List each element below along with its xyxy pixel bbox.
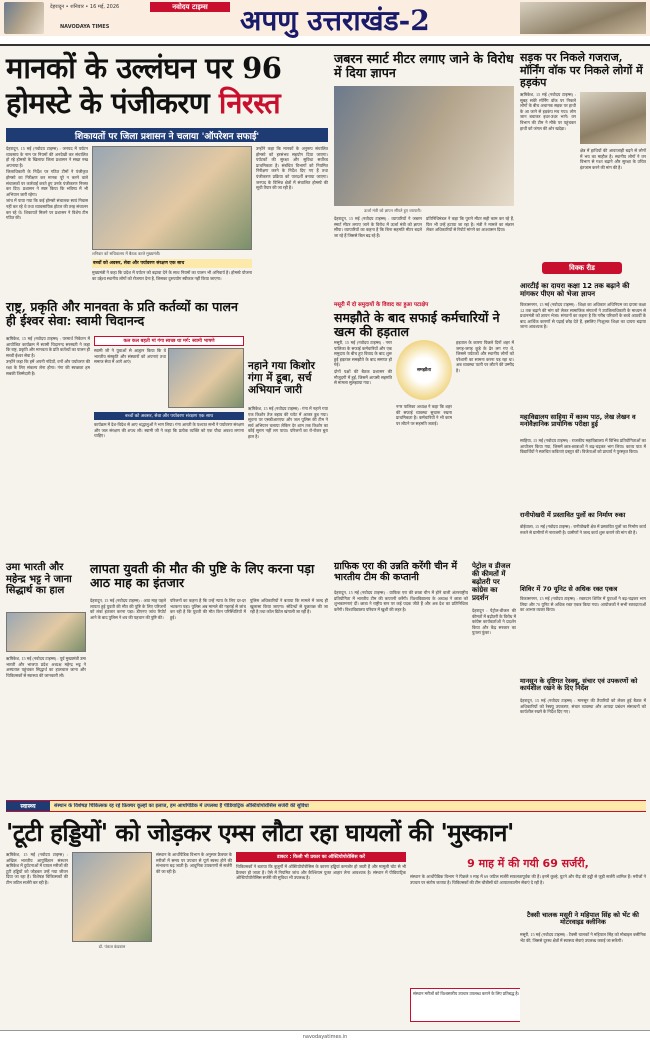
missing-story [90,562,328,762]
lead-headline-1: मानकों के उल्लंघन पर 96 [6,51,282,85]
smart-meter-body-1: देहरादून, 15 मई (नवोदय टाइम्स) : व्यापारियों ने जबरन स्मार्ट मीटर लगाए जाने के विरोध में ऊर्जा मंत्री को ज्ञापन सौंपा। व्यापारियों का कहना है कि बिना सहमति मीटर बदले जा रहे हैं जिससे बिल बढ़ रहे हैं। [334,216,422,238]
swami-photo [168,348,244,408]
health-strip [6,800,646,812]
blood-camp-headline: शिविर में 70 यूनिट से अधिक रक्त एकत्र [520,585,618,593]
cm-body: मुख्यमंत्री ने कहा कि प्रदेश में पर्यटन को बढ़ावा देने के साथ नियमों का पालन भी अनिवार्य है। होमस्टे योजना का उद्देश्य स्थानीय लोगों को रोजगार देना है, जिसका दुरुपयोग स्वीकार नहीं किया जाएगा। [92,270,252,281]
date-line: देहरादून • शनिवार • 16 मई, 2026 [50,4,120,10]
health-quote-box: डाक्टर : किसी भी प्रकार का ऑस्टियोपोरोसिस करें [236,852,406,862]
strike-story [334,300,514,560]
college-body: साहिया, 15 मई (नवोदय टाइम्स) : राजकीय महाविद्यालय में विभिन्न प्रतियोगिताओं का आयोजन किया गया, जिसमें छात्र-छात्राओं ने बढ़-चढ़कर भाग लिया। काव्य पाठ में विद्यार्थियों ने स्वरचित कविताएं प्रस्तुत कीं। विजेताओं को प्राचार्य ने पुरस्कृत किया। [520,438,646,455]
chidanand-body-2: स्वामी जी ने युवाओं से आह्वान किया कि वे भारतीय संस्कृति और संस्कारों को अपनाएं तथा समाज सेवा में आगे आएं। [94,348,166,365]
strike-body-1: मसूरी, 15 मई (नवोदय टाइम्स) : नगर पालिका के सफाई कर्मचारियों और एक समुदाय के बीच हुए विवाद के बाद शुरू हुई हड़ताल समझौते के बाद समाप्त हो गई। दोनों पक्षों की बैठक प्रशासन की मौजूदगी में हुई, जिसमें आपसी सहमति से मामला सुलझाया गया। [334,340,392,386]
doctor-photo [72,852,152,942]
bharati-body: ऋषिकेश, 15 मई (नवोदय टाइम्स) : पूर्व मुख्यमंत्री उमा भारती और भाजपा प्रदेश अध्यक्ष महेन्द्र भट्ट ने अस्पताल पहुंचकर सिद्धार्थ का हालचाल जाना और चिकित्सकों से स्वास्थ्य की जानकारी ली। [6,656,86,678]
elephant-photo [580,92,646,144]
lead-kicker: शिकायतों पर जिला प्रशासन ने चलाया 'ऑपरेशन सफाई' [6,128,328,142]
drowned-body: ऋषिकेश, 15 मई (नवोदय टाइम्स) : गंगा में नहाने गया एक किशोर तेज बहाव की चपेट में आकर डूब गया। सूचना पर एसडीआरएफ और जल पुलिस की टीम ने सर्च अभियान चलाया लेकिन देर शाम तक किशोर का कोई सुराग नहीं लग पाया। परिजनों का रो-रोकर बुरा हाल है। [248,406,328,439]
taxi-headline: टैक्सी चालक मसूरी ने महिपाल सिंह को भेंट की मोटरवाइड क्लीनिक [527,911,639,927]
lead-body-1: देहरादून, 15 मई (नवोदय टाइम्स) : जनपद में पर्यटन व्यवसाय के नाम पर नियमों की अनदेखी कर संचालित हो रहे होमस्टे के खिलाफ जिला प्रशासन ने सख्त रुख अपनाया है। जिलाधिकारी के निर्देश पर गठित टीमों ने पंजीकृत होमस्टे का निरीक्षण कर मानक पूरे न करने वाले संचालकों पर कार्रवाई करते हुए उनके पंजीकरण निरस्त कर दिए। प्रशासन ने स्पष्ट किया कि भविष्य में भी अभियान जारी रहेगा। जांच में पाया गया कि कई होमस्टे संचालक स्वयं निवास नहीं कर रहे थे तथा व्यावसायिक होटल की तरह संचालन कर रहे थे। शिकायतें मिलने पर प्रशासन ने विशेष टीम गठित की। [6,146,88,221]
strike-quote-circle: समझौता [396,340,452,400]
health-body-4: संस्थान के आर्थोपेडिक विभाग ने पिछले 9 माह में 69 जटिल सर्जरी सफलतापूर्वक की हैं। इनमें कूल्हे, घुटने और रीढ़ की हड्डी से जुड़ी सर्जरी शामिल हैं। मरीजों ने उपचार पर संतोष जताया है। चिकित्सकों की टीम चौबीसों घंटे आपातकालीन सेवाएं दे रही है। [410,874,646,885]
health-strip-text: संस्थान के विशेषज्ञ चिकित्सक रह रहे फ्रिक्चर कूल्हों का इलाज, हम आर्थोपेडिक में उपलब्ध है पीडियाट्रिक ऑस्टियोपोरोसिस सर्जरी की सुविधा [54,803,309,809]
strike-headline: समझौते के बाद सफाई कर्मचारियों ने खत्म की हड़ताल [334,310,500,340]
rte-story [520,282,646,412]
missing-body-1: देहरादून, 15 मई (नवोदय टाइम्स) : आठ माह पहले लापता हुई युवती की मौत की पुष्टि के लिए परिजनों को लंबा इंतजार करना पड़ा। डीएनए जांच रिपोर्ट आने के बाद पुलिस ने शव की पहचान की पुष्टि की। [90,598,166,620]
surgery-count: 9 माह में की गयी 69 सर्जरी, [467,857,589,870]
smart-meter-story [334,52,514,297]
drowned-story [248,360,328,560]
missing-body-2: परिजनों का कहना है कि उन्हें न्याय के लिए दर-दर भटकना पड़ा। पुलिस अब मामले की गहराई से जांच कर रही है कि युवती की मौत किन परिस्थितियों में हुई। [170,598,246,620]
header-image [520,2,646,34]
health-body-2: संस्थान के आर्थोपेडिक विभाग के अनुसार फ्रैक्चर के मरीजों में समय पर उपचार से पूर्ण स्वस्थ होने की संभावना बढ़ जाती है। आधुनिक उपकरणों से सर्जरी की जा रही है। [156,852,232,874]
smart-meter-caption: ऊर्जा मंत्री को ज्ञापन सौंपते हुए व्यापारी। [364,208,422,213]
lead-body-2: उन्होंने कहा कि मानकों के अनुरूप संचालित होमस्टे को हरसंभव सहयोग दिया जाएगा। पर्यटकों की सुरक्षा और सुविधा सर्वोच्च प्राथमिकता है। संबंधित विभागों को नियमित निरीक्षण करने के निर्देश दिए गए हैं तथा पंजीकरण प्रक्रिया को पारदर्शी बनाया जाएगा। जनपद के विभिन्न क्षेत्रों में संचालित होमस्टे की सूची तैयार की जा रही है। [256,146,328,191]
smart-meter-photo [334,86,514,206]
chidanand-headline: राष्ट्र, प्रकृति और मानवता के प्रति कर्तव्यों का पालन ही ईश्वर सेवा: स्वामी चिदानन्द [6,299,238,329]
taxi-story [520,912,646,1022]
fuel-headline: पेट्रोल व डीजल की कीमतों में बढ़ोतरी पर कांग्रेस का प्रदर्शन [472,561,511,603]
chidanand-strip: बच्चों को अवसर, सेवा और पर्यावरण संरक्षण एक साथ [94,412,244,420]
ranipokhari-body: डोईवाला, 15 मई (नवोदय टाइम्स) : रानीपोखरी क्षेत्र में प्रस्तावित पुलों का निर्माण कार्य रुकने से ग्रामीणों में नाराजगी है। ग्रामीणों ने जल्द कार्य शुरू कराने की मांग की है। [520,524,646,535]
bharati-headline: उमा भारती और महेन्द्र भट्ट ने जाना सिद्धार्थ का हाल [6,562,72,596]
bharati-photo [6,612,86,652]
road-story [520,52,646,258]
drowned-headline: नहाने गया किशोर गंगा में डूबा, सर्च अभियान जारी [248,360,315,397]
chidanand-story [6,300,244,560]
signature-quote: संस्थान मरीजों को विश्वस्तरीय उपचार उपलब्ध कराने के लिए प्रतिबद्ध है। [413,991,520,996]
cm-photo [92,146,252,250]
footer-text: navodayatimes.in [302,1034,348,1040]
health-tag: स्वास्थ्य [6,801,50,811]
chidanand-body-1: ऋषिकेश, 15 मई (नवोदय टाइम्स) : परमार्थ निकेतन में आयोजित कार्यक्रम में स्वामी चिदानन्द सरस्वती ने कहा कि राष्ट्र, प्रकृति और मानवता के प्रति कर्तव्यों का पालन ही सच्ची ईश्वर सेवा है। उन्होंने कहा कि हमें अपनी नदियों, वनों और पर्यावरण की रक्षा के लिए संकल्प लेना होगा। गंगा की स्वच्छता हम सबकी जिम्मेदारी है। [6,336,90,376]
temple-image [4,2,44,34]
missing-headline: लापता युवती की मौत की पुष्टि के लिए करना पड़ा आठ माह का इंतजार [90,561,315,591]
graphic-era-body: देहरादून, 15 मई (नवोदय टाइम्स) : ग्राफिक एरा की छात्रा चीन में होने वाली अंतरराष्ट्रीय प्रतियोगिता में भारतीय टीम की कप्तानी करेंगी। विश्वविद्यालय के अध्यक्ष ने छात्रा को शुभकामनाएं दीं। छात्रा ने राष्ट्रीय स्तर पर कई पदक जीते हैं और अब देश का प्रतिनिधित्व करेंगी। विश्वविद्यालय परिवार में खुशी की लहर है। [334,590,468,612]
blood-camp-story [520,586,646,676]
health-headline: 'टूटी हड्डियों' को जोड़कर एम्स लौटा रहा घायलों की 'मुस्कान' [6,818,514,847]
rte-body: विकासनगर, 15 मई (नवोदय टाइम्स) : शिक्षा का अधिकार अधिनियम का दायरा कक्षा 12 तक बढ़ाने की मांग को लेकर सामाजिक संगठनों ने उपजिलाधिकारी के माध्यम से प्रधानमंत्री को ज्ञापन भेजा। संगठनों का कहना है कि गरीब परिवारों के बच्चे आठवीं के बाद आर्थिक कारणों से पढ़ाई छोड़ देते हैं, इसलिए निःशुल्क शिक्षा का दायरा बढ़ाया जाना आवश्यक है। [520,302,646,330]
college-story [520,414,646,510]
health-body-3: चिकित्सकों ने बताया कि बुजुर्गों में ऑस्टियोपोरोसिस के कारण हड्डियां कमजोर हो जाती हैं और मामूली चोट से भी फ्रैक्चर हो जाता है। ऐसे में नियमित जांच और कैल्शियम युक्त आहार लेना आवश्यक है। संस्थान में पीडियाट्रिक ऑस्टियोपोरोसिस सर्जरी की सुविधा भी उपलब्ध है। [236,864,406,881]
chidanand-box: कल कल बहती मां गंगा स्वच्छ था मर्ग: स्वामी भाषणे [94,336,244,346]
strike-body-2: नगर पालिका अध्यक्ष ने कहा कि शहर की सफाई व्यवस्था सुचारू रखना प्राथमिकता है। कर्मचारियों ने भी काम पर लौटने पर सहमति जताई। [396,404,452,426]
bharati-story [6,562,86,762]
health-body-1: ऋषिकेश, 15 मई (नवोदय टाइम्स) : अखिल भारतीय आयुर्विज्ञान संस्थान ऋषिकेश में दुर्घटनाओं में घायल मरीजों की टूटी हड्डियों को जोड़कर उन्हें नया जीवन दिया जा रहा है। विशेषज्ञ चिकित्सकों की टीम जटिल सर्जरी कर रही है। [6,852,68,885]
footer [0,1030,650,1043]
graphic-era-headline: ग्राफिक एरा की उन्नति करेंगी चीन में भारतीय टीम की कप्तानी [334,561,458,583]
doctor-caption: डॉ. पंकज कंडवाल [98,944,126,949]
lead-headline-red: निरस्त [218,86,281,121]
cm-caption: शनिवार को सचिवालय में बैठक करते मुख्यमंत्री। [92,251,161,256]
chidanand-body-3: कार्यक्रम में देश-विदेश से आए श्रद्धालुओं ने भाग लिया। गंगा आरती के पश्चात सभी ने पर्यावरण संरक्षण और जल संरक्षण की शपथ ली। स्वामी जी ने कहा कि प्रत्येक व्यक्ति को एक पौधा अवश्य लगाना चाहिए। [94,422,244,439]
road-headline: सड़क पर निकले गजराज, मॉर्निंग वॉक पर निकले लोगों में हड़कंप [520,51,643,90]
strike-kicker: मसूरी में दो समुदायों के विवाद का हुआ पटाक्षेप [334,302,429,308]
monsoon-headline: मानसून के दृष्टिगत रेस्क्यू, संचार एवं उपकरणों को कार्यशील रखने के दिए निर्देश [520,677,638,693]
fuel-story [472,562,516,762]
smart-meter-body-2: प्रतिनिधिमंडल ने कहा कि पुराने मीटर सही काम कर रहे हैं, फिर भी उन्हें हटाया जा रहा है। मंत्री ने मामले का संज्ञान लेकर अधिकारियों से रिपोर्ट मांगने का आश्वासन दिया। [426,216,514,233]
lead-story [6,52,328,298]
graphic-era-story [334,562,468,762]
brand-logo: नवोदय टाइम्स [150,2,230,12]
missing-body-3: पुलिस अधिकारियों ने बताया कि मामले में जल्द ही खुलासा किया जाएगा। संदिग्धों से पूछताछ की जा रही है तथा कॉल डिटेल खंगाली जा रही है। [250,598,328,615]
rte-headline: आरटीई का दायरा कक्षा 12 तक बढ़ाने की मांगकर पीएम को भेजा ज्ञापन [520,282,630,299]
blood-camp-body: विकासनगर, 15 मई (नवोदय टाइम्स) : रक्तदान शिविर में युवाओं ने बढ़-चढ़कर भाग लिया और 70 यूनिट से अधिक रक्त एकत्र किया गया। आयोजकों ने सभी रक्तदाताओं का आभार व्यक्त किया। [520,596,646,613]
taxi-body: मसूरी, 15 मई (नवोदय टाइम्स) : टैक्सी चालकों ने महिपाल सिंह को मोबाइल क्लीनिक भेंट की, जिससे दूरस्थ क्षेत्रों में स्वास्थ्य सेवाएं उपलब्ध कराई जा सकेंगी। [520,932,646,943]
fuel-body: देहरादून : पेट्रोल-डीजल की कीमतों में बढ़ोतरी के विरोध में कांग्रेस कार्यकर्ताओं ने प्रदर्शन किया और केंद्र सरकार का पुतला फूंका। [472,608,516,636]
road-body-1: ऋषिकेश, 15 मई (नवोदय टाइम्स) : सुबह सवेरे मॉर्निंग वॉक पर निकले लोगों के बीच अचानक सड़क पर हाथी के आ जाने से हड़कंप मच गया। लोग जान बचाकर इधर-उधर भागे। वन विभाग की टीम ने मौके पर पहुंचकर हाथी को जंगल की ओर खदेड़ा। [520,92,576,131]
smart-meter-headline: जबरन स्मार्ट मीटर लगाए जाने के विरोध में दिया ज्ञापन [334,51,514,81]
road-body-2: क्षेत्र में हाथियों की आवाजाही बढ़ने से लोगों में भय का माहौल है। स्थानीय लोगों ने वन विभाग से गश्त बढ़ाने और सुरक्षा के उचित इंतजाम करने की मांग की है। [580,148,646,170]
ranipokhari-headline: रानीपोखरी में प्रस्तावित पुलों का निर्माण रुका [520,511,626,519]
quick-read-label: विक्क रीड [542,262,622,274]
college-headline: महाविद्यालय साहिया में काव्य पाठ, लेख लेखन व मनोवैज्ञानिक प्रायोगिक परीक्षा हुई [520,413,636,429]
ranipokhari-story [520,512,646,584]
lead-headline-2: होमस्टे के पंजीकरण [6,86,210,121]
masthead [0,0,650,46]
strike-body-3: हड़ताल के कारण पिछले दिनों शहर में जगह-जगह कूड़े के ढेर लग गए थे, जिससे पर्यटकों और स्थानीय लोगों को परेशानी का सामना करना पड़ रहा था। अब व्यवस्था पटरी पर लौटने की उम्मीद है। [456,340,514,373]
cm-subhead: बच्चों को अवसर, सेवा और पर्यावरण संरक्षण एक साथ [92,259,252,268]
page-title: अपणु उत्तराखंड-2 [240,4,430,37]
monsoon-body: देहरादून, 15 मई (नवोदय टाइम्स) : मानसून की तैयारियों को लेकर हुई बैठक में अधिकारियों को रेस्क्यू उपकरण, संचार व्यवस्था और आपदा प्रबंधन संसाधनों को कार्यशील रखने के निर्देश दिए गए। [520,698,646,715]
monsoon-story [520,678,646,762]
brand-sub: NAVODAYA TIMES [60,24,110,30]
